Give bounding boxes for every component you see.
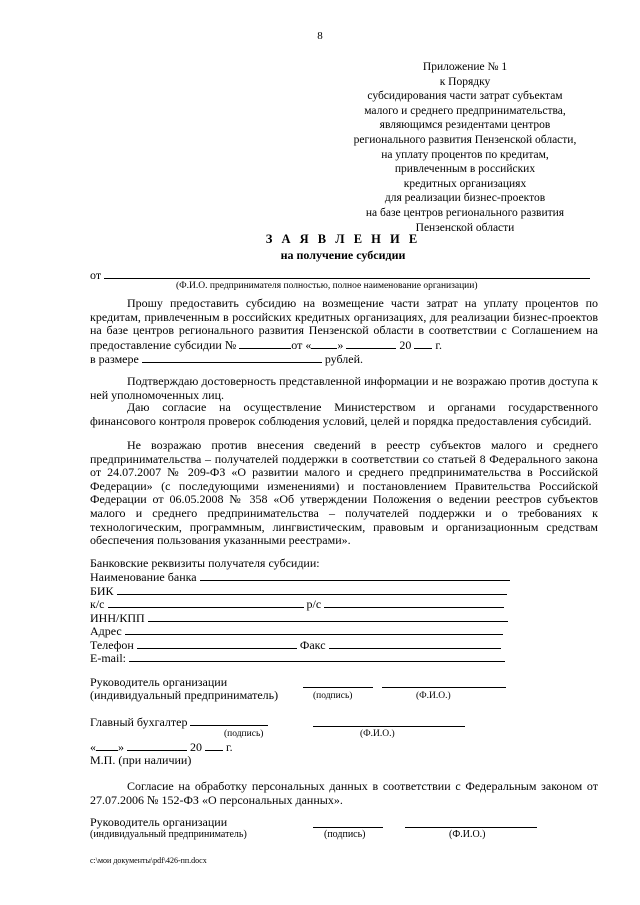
agreement-day-field[interactable] bbox=[311, 338, 337, 349]
head-fio-field[interactable] bbox=[382, 677, 506, 688]
agreement-number-field[interactable] bbox=[239, 338, 291, 349]
date-close: » bbox=[118, 740, 124, 754]
head-signature-caption: (подпись) bbox=[313, 691, 353, 701]
date-year-field[interactable] bbox=[205, 740, 223, 751]
annex-line: на базе центров регионального развития bbox=[365, 206, 565, 219]
head2-fio-field[interactable] bbox=[405, 817, 537, 828]
bank-heading: Банковские реквизиты получателя субсидии: bbox=[90, 556, 320, 570]
date-open: « bbox=[90, 740, 96, 754]
bank-name-field[interactable] bbox=[200, 570, 510, 581]
annex-line: для реализации бизнес-проектов bbox=[384, 192, 546, 205]
fax-label: Факс bbox=[299, 638, 326, 652]
bank-name-row bbox=[90, 570, 510, 585]
accountant-fio-field[interactable] bbox=[313, 716, 465, 727]
ks-field[interactable] bbox=[108, 597, 304, 608]
accountant-row bbox=[90, 715, 268, 730]
from-label: от bbox=[90, 268, 102, 282]
annex-line: малого и среднего предпринимательства, bbox=[364, 104, 566, 117]
annex-line: являющимся резидентами центров bbox=[379, 119, 551, 132]
address-row bbox=[90, 624, 503, 639]
request-text: Прошу предоставить субсидию на возмещение части затрат на уплату процентов по кредитам, привлеченным в российских кредитных организациях, для реализации бизнес-проектов на базе центров регионального развития Пензенской области в соответствии с Соглашением на предоставление субсидии № bbox=[90, 296, 598, 352]
inn-label: ИНН/КПП bbox=[90, 611, 145, 625]
document-subtitle: на получение субсидии bbox=[280, 248, 406, 262]
applicant-name-field[interactable] bbox=[104, 268, 590, 279]
phone-label: Телефон bbox=[90, 638, 134, 652]
annex-line: к Порядку bbox=[439, 75, 491, 88]
fax-field[interactable] bbox=[329, 638, 501, 649]
head2-title: Руководитель организации bbox=[90, 815, 228, 829]
from-caption: (Ф.И.О. предпринимателя полностью, полное наименование организации) bbox=[176, 281, 478, 291]
document-title: З А Я В Л Е Н И Е bbox=[265, 232, 421, 246]
request-year: 20 bbox=[399, 337, 412, 352]
rs-label: р/с bbox=[306, 597, 322, 611]
ks-label: к/с bbox=[90, 597, 105, 611]
request-paragraph bbox=[90, 297, 598, 367]
address-field[interactable] bbox=[125, 624, 503, 635]
request-quote-close: » bbox=[337, 337, 344, 352]
head-signature-field[interactable] bbox=[303, 677, 373, 688]
head2-signature-caption: (подпись) bbox=[324, 829, 366, 840]
annex-line: субсидирования части затрат субъектам bbox=[367, 90, 563, 103]
bik-label: БИК bbox=[90, 584, 114, 598]
annex-line: регионального развития Пензенской области, bbox=[353, 133, 577, 146]
page-number: 8 bbox=[317, 30, 323, 42]
inn-field[interactable] bbox=[148, 611, 508, 622]
head2-signature-field[interactable] bbox=[313, 817, 383, 828]
date-day-field[interactable] bbox=[96, 740, 118, 751]
email-row bbox=[90, 651, 505, 666]
agreement-year-field[interactable] bbox=[414, 338, 432, 349]
annex-line: на уплату процентов по кредитам, bbox=[381, 148, 549, 161]
email-field[interactable] bbox=[129, 651, 505, 662]
head-fio-caption: (Ф.И.О.) bbox=[416, 691, 451, 701]
date-year-suffix: г. bbox=[226, 740, 233, 754]
head-subtitle: (индивидуальный предприниматель) bbox=[90, 688, 279, 702]
footer-file-path: c:\мои документы\pdf\426-пп.docx bbox=[90, 856, 207, 865]
annex-line: кредитных организациях bbox=[403, 177, 527, 190]
control-consent-paragraph: Даю согласие на осуществление Министерством и органами государственного финансового контроля проверок соблюдения условий, целей и порядка предоставления субсидий. bbox=[90, 400, 598, 428]
accountant-label: Главный бухгалтер bbox=[90, 715, 188, 729]
accounts-row bbox=[90, 597, 504, 612]
annex-line: Приложение № 1 bbox=[422, 61, 508, 73]
agreement-month-field[interactable] bbox=[346, 338, 396, 349]
request-year-suffix: г. bbox=[435, 337, 442, 352]
date-month-field[interactable] bbox=[127, 740, 187, 751]
rs-field[interactable] bbox=[324, 597, 504, 608]
accountant-fio-caption: (Ф.И.О.) bbox=[360, 729, 395, 739]
request-from: от « bbox=[291, 337, 312, 352]
stamp-label: М.П. (при наличии) bbox=[90, 753, 192, 767]
amount-field[interactable] bbox=[142, 352, 322, 363]
bik-field[interactable] bbox=[117, 584, 507, 595]
annex-line: Пензенской области bbox=[415, 221, 515, 234]
head2-subtitle: (индивидуальный предприниматель) bbox=[90, 829, 247, 840]
head-title: Руководитель организации bbox=[90, 675, 228, 689]
phone-field[interactable] bbox=[137, 638, 297, 649]
annex-line: привлеченным в российских bbox=[394, 163, 536, 176]
bank-name-label: Наименование банка bbox=[90, 570, 197, 584]
accountant-signature-caption: (подпись) bbox=[224, 729, 264, 739]
registry-paragraph: Не возражаю против внесения сведений в реестр субъектов малого и среднего предпринимательства – получателей поддержки в соответствии со статьей 8 Федерального закона от 24.07.2007 № 209-ФЗ «О развитии малого и среднего предпринимательства в Российской Федерации» (с последующими изменениями) и постановлением Правительства Российской Федерации от 06.05.2008 № 358 «Об утверждении Положения о ведении реестров субъектов малого и среднего предпринимательства – получателей поддержки и о требованиях к технологическим, программным, лингвистическим, правовым и организационным средствам обеспечения пользования указанными реестрами». bbox=[90, 438, 598, 548]
amount-unit: рублей. bbox=[324, 352, 364, 367]
date-year: 20 bbox=[190, 740, 202, 754]
personal-data-paragraph: Согласие на обработку персональных данных в соответствии с Федеральным законом от 27.07.2006 № 152-ФЗ «О персональных данных». bbox=[90, 779, 598, 807]
head2-fio-caption: (Ф.И.О.) bbox=[449, 829, 486, 840]
confirm-paragraph: Подтверждаю достоверность представленной информации и не возражаю против доступа к ней уполномоченных лиц. bbox=[90, 374, 598, 402]
email-label: E-mail: bbox=[90, 651, 126, 665]
amount-label: в размере bbox=[90, 352, 139, 367]
accountant-signature-field[interactable] bbox=[190, 715, 268, 726]
address-label: Адрес bbox=[90, 624, 122, 638]
annex-block bbox=[330, 60, 600, 235]
